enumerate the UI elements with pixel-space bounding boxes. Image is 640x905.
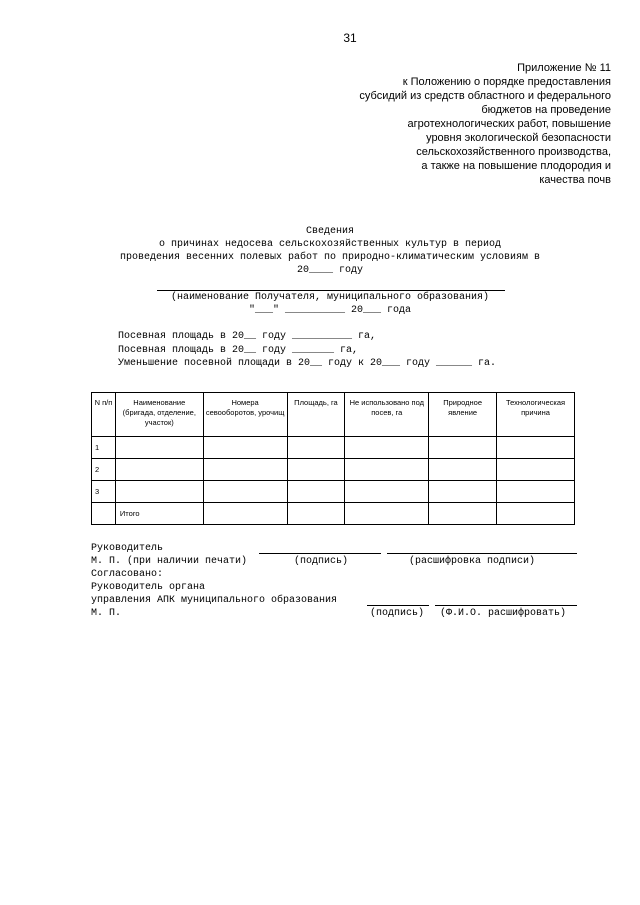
decoding-fill-line[interactable] [387, 553, 577, 554]
seal-note: М. П. (при наличии печати) [91, 556, 248, 567]
sown-area-block [118, 330, 496, 371]
table-cell[interactable] [345, 481, 429, 503]
area-line: Посевная площадь в 20__ году __________ га, [118, 331, 377, 342]
title-line: 20____ году [296, 265, 363, 276]
signature-caption: (подпись) [370, 608, 425, 619]
appendix-line: субсидий из средств областного и федерального [359, 90, 611, 102]
title-line: о причинах недосева сельскохозяйственных культур в период [158, 239, 502, 250]
header-cell: Номера севооборотов, урочищ [203, 393, 287, 437]
area-line: Уменьшение посевной площади в 20__ году к 20___ году ______ га. [118, 358, 497, 369]
table-cell[interactable] [345, 437, 429, 459]
table-row [92, 481, 575, 503]
title-line: проведения весенних полевых работ по природно-климатическим условиям в [119, 252, 541, 263]
row-number: 1 [92, 437, 116, 459]
table-cell[interactable] [115, 459, 203, 481]
table-cell[interactable] [115, 481, 203, 503]
date-line: "___" __________ 20___ года [248, 305, 412, 316]
row-number: 2 [92, 459, 116, 481]
header-cell: Площадь, га [287, 393, 345, 437]
appendix-line: качества почв [539, 174, 611, 186]
title-line: Сведения [305, 226, 354, 237]
recipient-fill-line [157, 290, 505, 291]
table-cell[interactable] [497, 503, 575, 525]
header-cell: Наименование (бригада, отделение, участок) [115, 393, 203, 437]
appendix-line: сельскохозяйственного производства, [416, 146, 611, 158]
agreed-row [91, 568, 577, 581]
seal-label: М. П. [91, 608, 122, 619]
table-cell[interactable] [497, 481, 575, 503]
signature-fill-line[interactable] [259, 553, 381, 554]
table-row [92, 437, 575, 459]
signature-caption: (подпись) [294, 556, 349, 567]
decoding-caption: (расшифровка подписи) [409, 556, 536, 567]
table-cell[interactable] [345, 459, 429, 481]
table-row [92, 459, 575, 481]
table-cell[interactable] [287, 437, 345, 459]
table-cell[interactable] [203, 503, 287, 525]
table-cell[interactable] [203, 481, 287, 503]
recipient-caption: (наименование Получателя, муниципального образования) [170, 292, 490, 303]
appendix-line: Приложение № 11 [517, 62, 611, 74]
page-number: 31 [343, 31, 357, 45]
header-cell: Природное явление [429, 393, 497, 437]
appendix-line: бюджетов на проведение [481, 104, 611, 116]
header-cell: Не использовано под посев, га [345, 393, 429, 437]
agency-head-label: Руководитель органа [91, 582, 206, 593]
table-header-row [92, 393, 575, 437]
document-title [0, 225, 640, 277]
agency-head-row [91, 581, 577, 594]
head-row [91, 542, 577, 555]
table-cell[interactable] [429, 459, 497, 481]
reasons-table [91, 392, 575, 525]
appendix-line: уровня экологической безопасности [426, 132, 611, 144]
table-cell [92, 503, 116, 525]
head-label: Руководитель [91, 543, 164, 554]
seal-row-2 [91, 607, 577, 620]
table-cell[interactable] [287, 459, 345, 481]
header-cell: Технологическая причина [497, 393, 575, 437]
appendix-line: к Положению о порядке предоставления [402, 76, 611, 88]
agency-label: управления АПК муниципального образования [91, 595, 338, 606]
table-cell[interactable] [287, 481, 345, 503]
table-cell[interactable] [287, 503, 345, 525]
name-fill-line[interactable] [435, 605, 577, 606]
appendix-line: а также на повышение плодородия и [421, 160, 611, 172]
table-cell[interactable] [203, 437, 287, 459]
total-label: Итого [115, 503, 203, 525]
header-cell: N п/п [92, 393, 116, 437]
table-total-row [92, 503, 575, 525]
table-cell[interactable] [429, 503, 497, 525]
table-cell[interactable] [203, 459, 287, 481]
seal-row [91, 555, 577, 568]
table-cell[interactable] [115, 437, 203, 459]
table-cell[interactable] [429, 481, 497, 503]
agreed-label: Согласовано: [91, 569, 164, 580]
table-cell[interactable] [429, 437, 497, 459]
table-cell[interactable] [345, 503, 429, 525]
signature-fill-line[interactable] [367, 605, 429, 606]
appendix-line: агротехнологических работ, повышение [407, 118, 611, 130]
appendix-header [359, 61, 611, 187]
area-line: Посевная площадь в 20__ году _______ га, [118, 344, 359, 356]
row-number: 3 [92, 481, 116, 503]
signature-block [91, 542, 577, 620]
table-cell[interactable] [497, 437, 575, 459]
table-cell[interactable] [497, 459, 575, 481]
agency-row [91, 594, 577, 607]
name-caption: (Ф.И.О. расшифровать) [440, 608, 567, 619]
